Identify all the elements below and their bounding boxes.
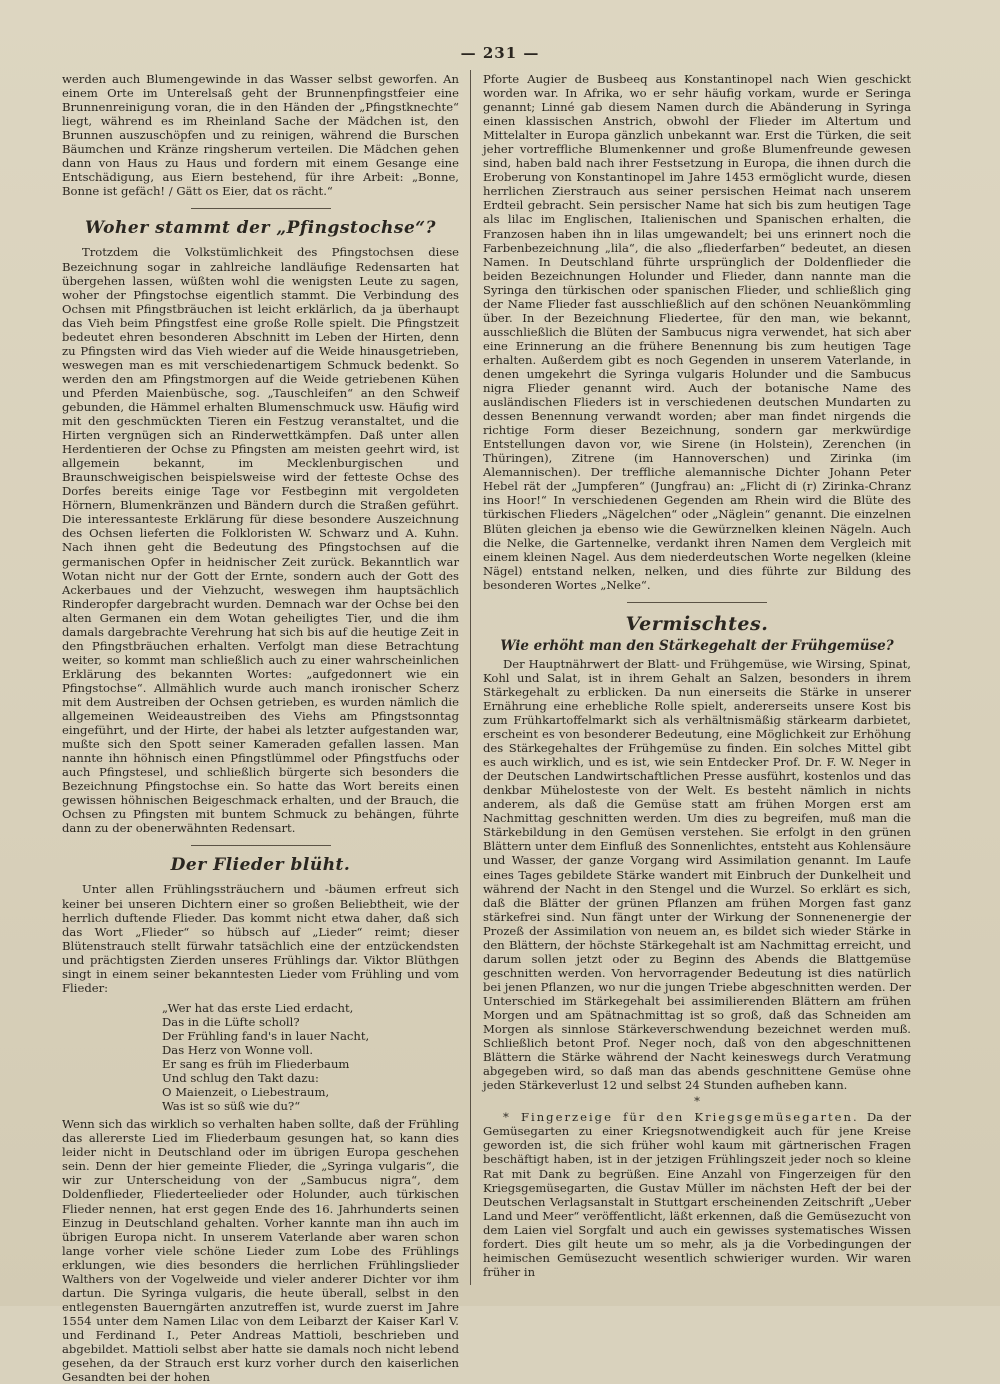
poem-line: Das in die Lüfte scholl?	[162, 1014, 300, 1029]
article-heading-pfingstochse: Woher stammt der „Pfingstochse“?	[84, 218, 437, 239]
column-divider	[470, 70, 471, 1285]
section-separator	[191, 208, 331, 209]
poem-line: O Maienzeit, o Liebestraum,	[162, 1085, 330, 1100]
poem-line: „Wer hat das erste Lied erdacht,	[162, 1000, 354, 1015]
poem-line: Was ist so süß wie du?“	[162, 1099, 301, 1114]
article-lead-kriegsgemuesegarten: * Fingerzeige für den Kriegsgemüsegarten.	[503, 1110, 859, 1125]
poem-line: Das Herz von Wonne voll.	[162, 1043, 314, 1057]
section-separator	[627, 602, 767, 603]
poem-line: Und schlug den Takt dazu:	[162, 1071, 319, 1086]
article-body-kriegsgemuesegarten	[483, 1110, 911, 1279]
article-text-kriegsgemuesegarten: Da der Gemüsegarten zu einer Kriegsnotwendigkeit auch für jene Kreise geworden ist, die sich früher wohl kaum mit gärtnerischen Fragen beschäftigt haben, ist in der jetzigen Frühlingszeit jeder noch so kleine Rat mit Dank zu begrüßen. Eine Anzahl von Fingerzeigen für den Kriegsgemüsegarten, die Gustav Müller im nächsten Heft der bei der Deutschen Verlagsanstalt in Stuttgart erscheinenden Zeitschrift „Ueber Land und Meer“ veröffentlicht, läßt erkennen, daß die Gemüsezucht von dem Laien viel Sorgfalt und auch ein gewisses systematisches Wissen fordert. Dies gilt heute um so mehr, als ja die Vorbedingungen der heimischen Gemüsezucht wesentlich schwieriger wurden. Wir waren früher in	[483, 1110, 912, 1279]
article-heading-flieder: Der Flieder blüht.	[170, 855, 351, 876]
section-separator	[191, 845, 331, 846]
intro-paragraph: werden auch Blumengewinde in das Wasser selbst geworfen. An einem Orte im Unterelsaß geht der Brunnenpfingstfeier eine Brunnenreinigung voran, die in den Händen der „Pfingstknechte“ liegt, während es im Rheinland Sache der Mädchen ist, den Brunnen auszuschöpfen und zu reinigen, während die Burschen Bäumchen und Kränze ringsherum verteilen. Die Mädchen gehen dann von Haus zu Haus und fordern mit einem Gesange eine Entschädigung, aus Eiern bestehend, für ihre Arbeit: „Bonne, Bonne ist gefäch! / Gätt os Eier, dat os rächt.“	[62, 72, 459, 199]
article-body-staerkegehalt: Der Hauptnährwert der Blatt- und Frühgemüse, wie Wirsing, Spinat, Kohl und Salat, ist in ihrem Gehalt an Salzen, besonders in ihrem Stärkegehalt zu erblicken. Da nun einerseits die Stärke in unserer Ernährung eine erhebliche Rolle spielt, andererseits unsere Kost bis zum Frühkartoffelmarkt sich als verhältnismäßig stärkearm darbietet, erscheint es von besonderer Bedeutung, eine Möglichkeit zur Erhöhung des Stärkegehaltes der Frühgemüse zu finden. Ein solches Mittel gibt es auch wirklich, und es ist, wie sein Entdecker Prof. Dr. F. W. Neger in der Deutschen Landwirtschaftlichen Presse ausführt, kostenlos und das denkbar Mühelosteste von der Welt. Es besteht nämlich in nichts anderem, als daß die Gemüse statt am frühen Morgen erst am Nachmittag geschnitten werden. Um dies zu begreifen, muß man die Stärkebildung in den Gemüsen verstehen. Sie erfolgt in den grünen Blättern unter dem Einfluß des Sonnenlichtes, entsteht aus Kohlensäure und Wasser, der ganze Vorgang wird Assimilation genannt. Im Laufe eines Tages gebildete Stärke wandert mit Einbruch der Dunkelheit und während der Nacht in den Stengel und die Wurzel. So erklärt es sich, daß die Blätter der grünen Pflanzen am frühen Morgen fast ganz stärkefrei sind. Nun fängt unter der Wirkung der Sonnenenergie der Prozeß der Assimilation von neuem an, es bildet sich wieder Stärke in den Blättern, der höchste Stärkegehalt ist am Nachmittag erreicht, und darum sollen jetzt oder zu Beginn des Abends die Blattgemüse geschnitten werden. Von hervorragender Bedeutung ist dies natürlich bei jenen Pflanzen, wo nur die jungen Triebe abgeschnitten werden. Der Unterschied im Stärkegehalt bei assimilierenden Blättern am frühen Morgen und am Spätnachmittag ist so groß, daß das Schneiden am Morgen als sinnlose Stärkeverschwendung bezeichnet werden muß. Schließlich betont Prof. Neger noch, daß von den abgeschnittenen Blättern die Stärke während der Nacht keineswegs durch Veratmung abgegeben wird, so daß man das abends geschnittene Gemüse ohne jeden Stärkeverlust 12 und selbst 24 Stunden aufheben kann.	[483, 656, 911, 1093]
poem-line: Er sang es früh im Fliederbaum	[162, 1057, 350, 1072]
article-body-flieder-rest: Wenn sich das wirklich so verhalten haben sollte, daß der Frühling das allererste Lied im Fliederbaum gesungen hat, so kann dies leider nicht in Deutschland oder im übrigen Europa geschehen sein. Denn der hier gemeinte Flieder, die „Syringa vulgaris“, die wir zur Unterscheidung von der „Sambucus nigra“, dem Doldenflieder, Fliederteelieder oder Holunder, auch türkischen Flieder nennen, hat erst gegen Ende des 16. Jahrhunderts seinen Einzug in Deutschland gehalten. Vorher kannte man ihn auch im übrigen Europa nicht. In unserem Vaterlande aber waren schon lange vorher viele schöne Lieder zum Lobe des Frühlings erklungen, wie dies besonders die herrlichen Frühlingslieder Walthers von der Vogelweide und vieler anderer Dichter vor ihm dartun. Die Syringa vulgaris, die heute überall, selbst in den entlegensten Bauerngärten anzutreffen ist, wurde zuerst im Jahre 1554 unter dem Namen Lilac von dem Leibarzt der Kaiser Karl V. und Ferdinand I., Peter Andreas Mattioli, beschrieben und abgebildet. Mattioli selbst aber hatte sie damals noch nicht lebend gesehen, da der Strauch erst kurz vorher durch den kaiserlichen Gesandten bei der hohen	[62, 1117, 459, 1384]
asterisk-divider: *	[694, 1094, 700, 1109]
article-body-flieder-continued: Pforte Augier de Busbeeq aus Konstantinopel nach Wien geschickt worden war. In Afrika, wo er sehr häufig vorkam, wurde er Seringa genannt; Linné gab diesem Namen durch die Abänderung in Syringa einen klassischen Anstrich, obwohl der Flieder im Altertum und Mittelalter in Europa gänzlich unbekannt war. Erst die Türken, die seit jeher vortreffliche Blumenkenner und große Blumenfreunde gewesen sind, haben bald nach ihrer Festsetzung in Europa, die ihnen durch die Eroberung von Konstantinopel im Jahre 1453 ermöglicht wurde, diesen herrlichen Zierstrauch aus seiner persischen Heimat nach unserem Erdteil gebracht. Sein persischer Name hat sich bis zum heutigen Tage als lilac im Englischen, Italienischen und Spanischen erhalten, die Franzosen haben ihn in lilas umgewandelt; bei uns erinnert noch die Farbenbezeichnung „lila“, die also „fliederfarben“ bedeutet, an diesen Namen. In Deutschland führte ursprünglich der Doldenflieder die beiden Bezeichnungen Holunder und Flieder, dann nannte man die Syringa den türkischen oder spanischen Flieder, und schließlich ging der Name Flieder fast ausschließlich auf den schönen Neuankömmling über. In der Bezeichnung Fliedertee, für den man, wie bekannt, ausschließlich die Blüten der Sambucus nigra verwendet, hat sich aber eine Erinnerung an die frühere Benennung bis zum heutigen Tage erhalten. Außerdem gibt es noch Gegenden in unserem Vaterlande, in denen umgekehrt die Syringa vulgaris Holunder und die Sambucus nigra Flieder genannt wird. Auch der botanische Name des ausländischen Flieders ist in verschiedenen deutschen Mundarten zu dessen Benennung verwandt worden; aber man findet nirgends die richtige Form dieser Bezeichnung, sondern gar merkwürdige Entstellungen davon vor, wie Sirene (in Holstein), Zerenchen (in Thüringen), Zitrene (im Hannoverschen) und Zirinka (im Alemannischen). Der treffliche alemannische Dichter Johann Peter Hebel rät der „Jumpferen“ (Jungfrau) an: „Flicht di (r) Zirinka-Chranz ins Hoor!“ In verschiedenen Gegenden am Rhein wird die Blüte des türkischen Flieders „Nägelchen“ oder „Näglein“ genannt. Die einzelnen Blüten gleichen ja ebenso wie die Gewürznelken kleinen Nägeln. Auch die Nelke, die Gartennelke, verdankt ihren Namen dem Vergleich mit einem kleinen Nagel. Aus dem niederdeutschen Worte negelken (kleine Nägel) entstand nelken, nelken, und dies führte zur Bildung des besonderen Wortes „Nelke“.	[483, 72, 911, 592]
section-title-vermischtes: Vermischtes.	[625, 612, 769, 635]
article-body-pfingstochse: Trotzdem die Volkstümlichkeit des Pfingstochsen diese Bezeichnung sogar in zahlreiche landläufige Redensarten hat übergehen lassen, wüßten wohl die wenigsten Leute zu sagen, woher der Pfingstochse eigentlich stammt. Die Verbindung des Ochsen mit Pfingstbräuchen ist leicht erklärlich, da ja überhaupt das Vieh beim Pfingstfest eine große Rolle spielt. Die Pfingstzeit bedeutet ehren besonderen Abschnitt im Leben der Hirten, denn zu Pfingsten wird das Vieh wieder auf die Weide hinausgetrieben, weswegen man es mit verschiedenartigem Schmuck bedenkt. So werden den am Pfingstmorgen auf die Weide getriebenen Kühen und Pferden Maienbüsche, sog. „Tauschleifen“ an den Schweif gebunden, die Hämmel erhalten Blumenschmuck usw. Häufig wird mit den geschmückten Tieren ein Festzug veranstaltet, und die Hirten vergnügen sich an Rinderwettkämpfen. Daß unter allen Herdentieren der Ochse zu Pfingsten am meisten geehrt wird, ist allgemein bekannt, im Mecklenburgischen und Braunschweigischen beispielsweise wird der fetteste Ochse des Dorfes bereits einige Tage vor Festbeginn mit vergoldeten Hörnern, Blumenkränzen und Bändern durch die Straßen geführt. Die interessanteste Erklärung für diese besondere Auszeichnung des Ochsen lieferten die Folkloristen W. Schwarz und A. Kuhn. Nach ihnen geht die Bedeutung des Pfingstochsen auf die germanischen Opfer in heidnischer Zeit zurück. Bekanntlich war Wotan nicht nur der Gott der Ernte, sondern auch der Gott des Ackerbaues und der Viehzucht, weswegen ihm hauptsächlich Rinderopfer dargebracht wurden. Demnach war der Ochse bei den alten Germanen ein dem Wotan geheiligtes Tier, und die ihm damals dargebrachte Verehrung hat sich bis auf die heutige Zeit in den Pfingstbräuchen erhalten. Verfolgt man diese Betrachtung weiter, so kommt man schließlich auch zu einer wahrscheinlichen Erklärung des bekannten Wortes: „aufgedonnert wie ein Pfingstochse“. Allmählich wurde auch manch ironischer Scherz mit dem Austreiben der Ochsen getrieben, es wurden nämlich die allgemeinen Weideaustreiben des Viehs am Pfingstsonntag eingeführt, und der Hirte, der habei als letzter aufgestanden war, mußte sich den Spott seiner Kameraden gefallen lassen. Man nannte ihn höhnisch einen Pfingstlümmel oder Pfingstfuchs oder auch Pfingstesel, und schließlich bürgerte sich besonders die Bezeichnung Pfingstochse ein. So hatte das Wort bereits einen gewissen höhnischen Beigeschmack erhalten, und der Brauch, die Ochsen zu Pfingsten mit buntem Schmuck zu behängen, führte dann zu der obenerwähnten Redensart.	[62, 245, 459, 836]
poem	[162, 1001, 459, 1113]
page-number: — 231 —	[460, 44, 540, 62]
article-body-flieder-intro: Unter allen Frühlingssträuchern und -bäumen erfreut sich keiner bei unseren Dichtern einer so großen Beliebtheit, wie der herrlich duftende Flieder. Das kommt nicht etwa daher, daß sich das Wort „Flieder“ so hübsch auf „Lieder“ reimt; dieser Blütenstrauch stellt fürwahr tatsächlich eine der entzückendsten und prächtigsten Zierden unseres Frühlings dar. Viktor Blüthgen singt in einem seiner bekanntesten Lieder vom Frühling und vom Flieder:	[62, 882, 459, 995]
article-heading-staerkegehalt: Wie erhöht man den Stärkegehalt der Frühgemüse?	[500, 637, 894, 654]
poem-line: Der Frühling fand's in lauer Nacht,	[162, 1028, 370, 1043]
left-column	[62, 72, 459, 1384]
right-column	[483, 72, 911, 1279]
